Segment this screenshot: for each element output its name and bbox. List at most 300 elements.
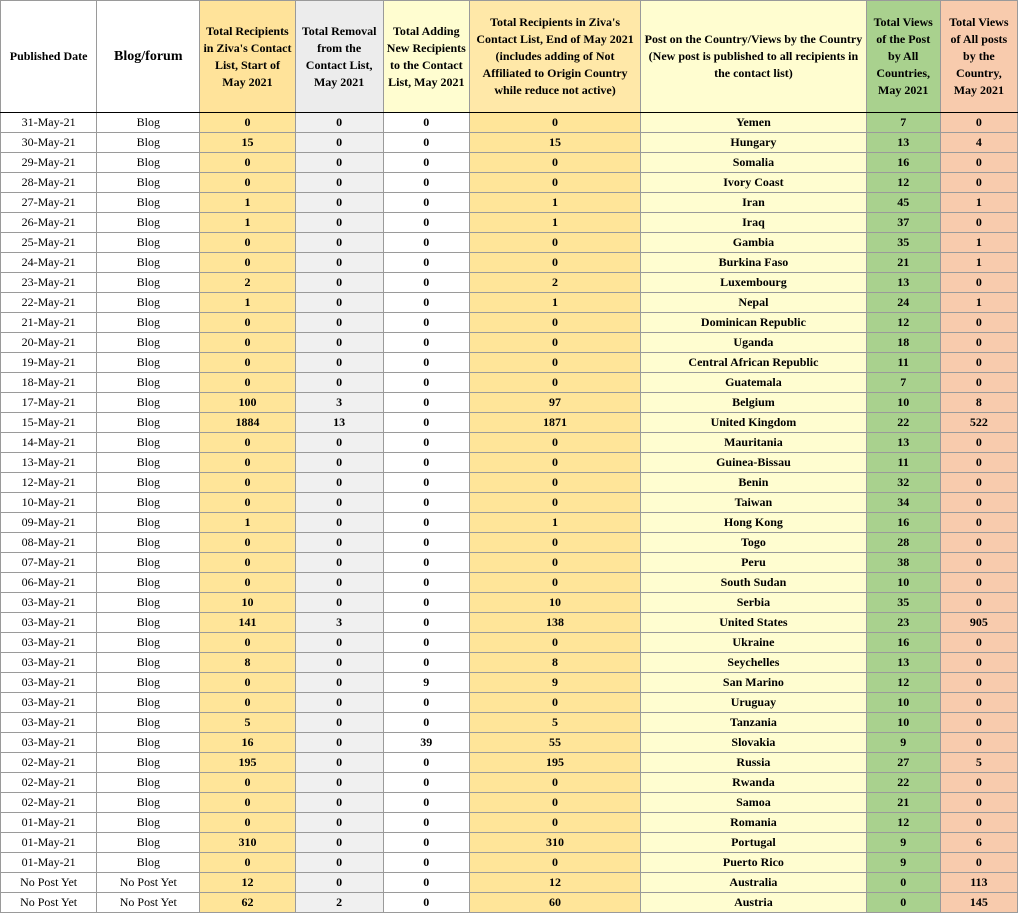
cell-views-all[interactable]: 0 [940,693,1017,713]
cell-total-adding[interactable]: 39 [383,733,469,753]
cell-views-post[interactable]: 12 [866,173,940,193]
cell-total-removal[interactable]: 0 [295,573,383,593]
cell-total-removal[interactable]: 0 [295,753,383,773]
cell-blog-forum[interactable]: Blog [97,773,200,793]
cell-total-end[interactable]: 1871 [469,413,640,433]
cell-views-all[interactable]: 0 [940,493,1017,513]
cell-views-post[interactable]: 13 [866,653,940,673]
cell-total-end[interactable]: 0 [469,153,640,173]
cell-views-post[interactable]: 9 [866,833,940,853]
cell-published-date[interactable]: 31-May-21 [1,113,97,133]
cell-total-adding[interactable]: 0 [383,793,469,813]
cell-views-all[interactable]: 0 [940,113,1017,133]
cell-blog-forum[interactable]: Blog [97,133,200,153]
cell-views-post[interactable]: 9 [866,853,940,873]
cell-blog-forum[interactable]: Blog [97,853,200,873]
cell-blog-forum[interactable]: Blog [97,713,200,733]
cell-views-post[interactable]: 13 [866,273,940,293]
cell-total-start[interactable]: 16 [200,733,295,753]
cell-views-all[interactable]: 0 [940,273,1017,293]
cell-total-removal[interactable]: 0 [295,373,383,393]
cell-total-adding[interactable]: 0 [383,193,469,213]
cell-total-end[interactable]: 10 [469,593,640,613]
cell-views-post[interactable]: 0 [866,893,940,913]
cell-total-adding[interactable]: 0 [383,833,469,853]
cell-views-all[interactable]: 1 [940,193,1017,213]
cell-total-adding[interactable]: 0 [383,453,469,473]
cell-country[interactable]: South Sudan [641,573,866,593]
cell-total-start[interactable]: 2 [200,273,295,293]
cell-blog-forum[interactable]: No Post Yet [97,873,200,893]
cell-published-date[interactable]: 03-May-21 [1,633,97,653]
cell-total-adding[interactable]: 0 [383,393,469,413]
cell-blog-forum[interactable]: Blog [97,213,200,233]
cell-total-start[interactable]: 0 [200,813,295,833]
cell-total-end[interactable]: 97 [469,393,640,413]
cell-total-adding[interactable]: 0 [383,773,469,793]
cell-total-removal[interactable]: 0 [295,213,383,233]
cell-views-all[interactable]: 113 [940,873,1017,893]
cell-blog-forum[interactable]: Blog [97,173,200,193]
cell-total-start[interactable]: 8 [200,653,295,673]
cell-published-date[interactable]: 01-May-21 [1,813,97,833]
cell-total-adding[interactable]: 0 [383,753,469,773]
cell-views-all[interactable]: 0 [940,353,1017,373]
cell-total-start[interactable]: 15 [200,133,295,153]
cell-total-adding[interactable]: 0 [383,653,469,673]
cell-views-all[interactable]: 0 [940,593,1017,613]
cell-total-adding[interactable]: 9 [383,673,469,693]
cell-total-adding[interactable]: 0 [383,333,469,353]
cell-views-post[interactable]: 10 [866,693,940,713]
cell-views-post[interactable]: 0 [866,873,940,893]
cell-country[interactable]: Romania [641,813,866,833]
cell-total-removal[interactable]: 0 [295,193,383,213]
cell-views-post[interactable]: 11 [866,453,940,473]
cell-total-adding[interactable]: 0 [383,893,469,913]
cell-blog-forum[interactable]: Blog [97,573,200,593]
cell-blog-forum[interactable]: Blog [97,733,200,753]
cell-country[interactable]: Gambia [641,233,866,253]
cell-blog-forum[interactable]: Blog [97,113,200,133]
cell-views-all[interactable]: 0 [940,333,1017,353]
cell-country[interactable]: Peru [641,553,866,573]
cell-total-end[interactable]: 0 [469,813,640,833]
cell-total-end[interactable]: 1 [469,213,640,233]
cell-published-date[interactable]: 03-May-21 [1,693,97,713]
cell-total-end[interactable]: 0 [469,233,640,253]
cell-views-post[interactable]: 16 [866,633,940,653]
cell-total-end[interactable]: 55 [469,733,640,753]
cell-total-removal[interactable]: 0 [295,713,383,733]
cell-total-start[interactable]: 0 [200,573,295,593]
cell-total-removal[interactable]: 0 [295,673,383,693]
cell-total-end[interactable]: 0 [469,773,640,793]
cell-views-post[interactable]: 16 [866,153,940,173]
cell-total-start[interactable]: 0 [200,173,295,193]
cell-blog-forum[interactable]: Blog [97,473,200,493]
cell-published-date[interactable]: 02-May-21 [1,773,97,793]
cell-total-removal[interactable]: 0 [295,233,383,253]
cell-total-removal[interactable]: 0 [295,693,383,713]
cell-total-start[interactable]: 0 [200,853,295,873]
cell-total-start[interactable]: 310 [200,833,295,853]
cell-total-removal[interactable]: 0 [295,353,383,373]
cell-total-removal[interactable]: 0 [295,313,383,333]
cell-total-removal[interactable]: 0 [295,473,383,493]
cell-views-post[interactable]: 10 [866,393,940,413]
cell-published-date[interactable]: 28-May-21 [1,173,97,193]
cell-total-start[interactable]: 0 [200,553,295,573]
cell-total-start[interactable]: 10 [200,593,295,613]
cell-published-date[interactable]: 20-May-21 [1,333,97,353]
cell-views-post[interactable]: 21 [866,253,940,273]
cell-published-date[interactable]: 17-May-21 [1,393,97,413]
cell-country[interactable]: Tanzania [641,713,866,733]
cell-total-adding[interactable]: 0 [383,253,469,273]
cell-total-end[interactable]: 0 [469,693,640,713]
cell-total-adding[interactable]: 0 [383,353,469,373]
cell-total-start[interactable]: 0 [200,773,295,793]
cell-country[interactable]: San Marino [641,673,866,693]
cell-total-end[interactable]: 1 [469,193,640,213]
cell-total-end[interactable]: 0 [469,253,640,273]
cell-views-post[interactable]: 13 [866,433,940,453]
cell-published-date[interactable]: 25-May-21 [1,233,97,253]
cell-country[interactable]: Guatemala [641,373,866,393]
cell-total-end[interactable]: 9 [469,673,640,693]
cell-views-post[interactable]: 10 [866,713,940,733]
cell-country[interactable]: Uruguay [641,693,866,713]
cell-country[interactable]: Somalia [641,153,866,173]
cell-published-date[interactable]: 08-May-21 [1,533,97,553]
cell-total-start[interactable]: 0 [200,793,295,813]
cell-total-end[interactable]: 0 [469,453,640,473]
cell-country[interactable]: Mauritania [641,433,866,453]
cell-total-end[interactable]: 0 [469,333,640,353]
cell-blog-forum[interactable]: Blog [97,553,200,573]
cell-views-all[interactable]: 0 [940,773,1017,793]
cell-blog-forum[interactable]: Blog [97,653,200,673]
cell-blog-forum[interactable]: Blog [97,293,200,313]
cell-total-removal[interactable]: 0 [295,333,383,353]
cell-views-all[interactable]: 1 [940,253,1017,273]
cell-blog-forum[interactable]: Blog [97,273,200,293]
cell-total-adding[interactable]: 0 [383,133,469,153]
cell-total-removal[interactable]: 0 [295,813,383,833]
cell-total-start[interactable]: 12 [200,873,295,893]
cell-total-adding[interactable]: 0 [383,713,469,733]
cell-total-end[interactable]: 138 [469,613,640,633]
cell-total-start[interactable]: 0 [200,313,295,333]
cell-blog-forum[interactable]: Blog [97,453,200,473]
cell-views-all[interactable]: 0 [940,573,1017,593]
cell-views-all[interactable]: 1 [940,293,1017,313]
cell-blog-forum[interactable]: Blog [97,373,200,393]
cell-total-adding[interactable]: 0 [383,853,469,873]
cell-total-start[interactable]: 1 [200,213,295,233]
cell-total-start[interactable]: 0 [200,633,295,653]
cell-published-date[interactable]: 24-May-21 [1,253,97,273]
cell-views-all[interactable]: 0 [940,533,1017,553]
cell-blog-forum[interactable]: Blog [97,833,200,853]
cell-country[interactable]: Serbia [641,593,866,613]
cell-views-all[interactable]: 0 [940,553,1017,573]
cell-views-post[interactable]: 22 [866,773,940,793]
cell-views-all[interactable]: 0 [940,853,1017,873]
cell-total-start[interactable]: 0 [200,353,295,373]
cell-blog-forum[interactable]: Blog [97,533,200,553]
cell-total-end[interactable]: 8 [469,653,640,673]
cell-total-removal[interactable]: 3 [295,393,383,413]
cell-total-removal[interactable]: 0 [295,633,383,653]
cell-total-end[interactable]: 0 [469,373,640,393]
cell-published-date[interactable]: 19-May-21 [1,353,97,373]
cell-views-post[interactable]: 16 [866,513,940,533]
cell-total-start[interactable]: 0 [200,153,295,173]
cell-total-removal[interactable]: 0 [295,853,383,873]
cell-published-date[interactable]: No Post Yet [1,893,97,913]
cell-total-adding[interactable]: 0 [383,573,469,593]
cell-published-date[interactable]: 09-May-21 [1,513,97,533]
cell-views-all[interactable]: 0 [940,213,1017,233]
cell-views-post[interactable]: 11 [866,353,940,373]
cell-country[interactable]: Belgium [641,393,866,413]
cell-country[interactable]: Togo [641,533,866,553]
cell-total-adding[interactable]: 0 [383,493,469,513]
cell-total-removal[interactable]: 0 [295,113,383,133]
cell-total-start[interactable]: 0 [200,233,295,253]
cell-total-start[interactable]: 100 [200,393,295,413]
cell-total-adding[interactable]: 0 [383,293,469,313]
cell-total-start[interactable]: 62 [200,893,295,913]
cell-total-start[interactable]: 0 [200,493,295,513]
cell-views-post[interactable]: 7 [866,113,940,133]
cell-views-all[interactable]: 0 [940,633,1017,653]
cell-views-all[interactable]: 0 [940,173,1017,193]
cell-country[interactable]: United States [641,613,866,633]
cell-country[interactable]: Luxembourg [641,273,866,293]
cell-blog-forum[interactable]: Blog [97,633,200,653]
cell-total-end[interactable]: 1 [469,513,640,533]
cell-total-start[interactable]: 0 [200,373,295,393]
cell-total-start[interactable]: 0 [200,433,295,453]
cell-total-end[interactable]: 0 [469,553,640,573]
cell-published-date[interactable]: 15-May-21 [1,413,97,433]
cell-views-all[interactable]: 0 [940,733,1017,753]
cell-total-start[interactable]: 0 [200,333,295,353]
cell-total-adding[interactable]: 0 [383,413,469,433]
cell-total-end[interactable]: 60 [469,893,640,913]
cell-total-start[interactable]: 1 [200,193,295,213]
cell-total-start[interactable]: 1 [200,293,295,313]
cell-views-all[interactable]: 905 [940,613,1017,633]
cell-country[interactable]: Ukraine [641,633,866,653]
cell-total-removal[interactable]: 0 [295,833,383,853]
cell-total-adding[interactable]: 0 [383,533,469,553]
cell-views-all[interactable]: 8 [940,393,1017,413]
cell-views-all[interactable]: 0 [940,313,1017,333]
cell-published-date[interactable]: 01-May-21 [1,853,97,873]
cell-country[interactable]: Slovakia [641,733,866,753]
cell-total-end[interactable]: 0 [469,573,640,593]
cell-blog-forum[interactable]: Blog [97,233,200,253]
cell-total-end[interactable]: 12 [469,873,640,893]
cell-total-end[interactable]: 0 [469,433,640,453]
cell-total-adding[interactable]: 0 [383,173,469,193]
cell-views-post[interactable]: 24 [866,293,940,313]
cell-blog-forum[interactable]: Blog [97,673,200,693]
cell-total-adding[interactable]: 0 [383,313,469,333]
header-views-all[interactable]: Total Views of All posts by the Country, May 2021 [940,1,1017,113]
cell-total-end[interactable]: 5 [469,713,640,733]
cell-published-date[interactable]: 22-May-21 [1,293,97,313]
cell-total-adding[interactable]: 0 [383,613,469,633]
cell-views-post[interactable]: 21 [866,793,940,813]
cell-views-all[interactable]: 1 [940,233,1017,253]
cell-published-date[interactable]: 12-May-21 [1,473,97,493]
cell-total-removal[interactable]: 0 [295,593,383,613]
cell-country[interactable]: United Kingdom [641,413,866,433]
cell-views-all[interactable]: 0 [940,673,1017,693]
cell-views-post[interactable]: 35 [866,593,940,613]
cell-total-removal[interactable]: 0 [295,533,383,553]
cell-total-start[interactable]: 0 [200,253,295,273]
cell-blog-forum[interactable]: Blog [97,793,200,813]
cell-views-post[interactable]: 38 [866,553,940,573]
cell-blog-forum[interactable]: Blog [97,333,200,353]
cell-total-start[interactable]: 0 [200,693,295,713]
cell-total-removal[interactable]: 0 [295,793,383,813]
cell-total-start[interactable]: 0 [200,673,295,693]
cell-total-end[interactable]: 1 [469,293,640,313]
cell-total-removal[interactable]: 0 [295,493,383,513]
cell-total-end[interactable]: 0 [469,353,640,373]
cell-blog-forum[interactable]: Blog [97,513,200,533]
cell-views-all[interactable]: 6 [940,833,1017,853]
cell-country[interactable]: Central African Republic [641,353,866,373]
cell-country[interactable]: Hong Kong [641,513,866,533]
cell-country[interactable]: Seychelles [641,653,866,673]
header-total-adding[interactable]: Total Adding New Recipients to the Contact List, May 2021 [383,1,469,113]
cell-blog-forum[interactable]: Blog [97,593,200,613]
cell-country[interactable]: Iraq [641,213,866,233]
cell-blog-forum[interactable]: Blog [97,693,200,713]
cell-views-all[interactable]: 145 [940,893,1017,913]
cell-views-all[interactable]: 0 [940,453,1017,473]
cell-total-removal[interactable]: 0 [295,173,383,193]
cell-total-adding[interactable]: 0 [383,553,469,573]
cell-total-end[interactable]: 310 [469,833,640,853]
cell-blog-forum[interactable]: Blog [97,433,200,453]
cell-total-removal[interactable]: 0 [295,773,383,793]
cell-total-start[interactable]: 5 [200,713,295,733]
cell-total-removal[interactable]: 0 [295,733,383,753]
cell-published-date[interactable]: 30-May-21 [1,133,97,153]
cell-views-post[interactable]: 12 [866,313,940,333]
cell-country[interactable]: Benin [641,473,866,493]
cell-total-adding[interactable]: 0 [383,513,469,533]
cell-published-date[interactable]: 23-May-21 [1,273,97,293]
cell-country[interactable]: Ivory Coast [641,173,866,193]
cell-total-removal[interactable]: 0 [295,553,383,573]
cell-total-end[interactable]: 15 [469,133,640,153]
cell-published-date[interactable]: 21-May-21 [1,313,97,333]
cell-total-adding[interactable]: 0 [383,273,469,293]
cell-published-date[interactable]: 14-May-21 [1,433,97,453]
cell-country[interactable]: Dominican Republic [641,313,866,333]
cell-total-adding[interactable]: 0 [383,113,469,133]
cell-views-all[interactable]: 0 [940,713,1017,733]
cell-blog-forum[interactable]: Blog [97,253,200,273]
cell-total-adding[interactable]: 0 [383,593,469,613]
cell-views-post[interactable]: 12 [866,813,940,833]
cell-country[interactable]: Taiwan [641,493,866,513]
cell-country[interactable]: Rwanda [641,773,866,793]
cell-total-adding[interactable]: 0 [383,233,469,253]
cell-total-removal[interactable]: 0 [295,873,383,893]
cell-total-adding[interactable]: 0 [383,693,469,713]
cell-blog-forum[interactable]: Blog [97,353,200,373]
cell-published-date[interactable]: 03-May-21 [1,653,97,673]
cell-blog-forum[interactable]: Blog [97,753,200,773]
cell-total-adding[interactable]: 0 [383,213,469,233]
cell-total-adding[interactable]: 0 [383,153,469,173]
cell-total-removal[interactable]: 0 [295,293,383,313]
cell-total-end[interactable]: 0 [469,853,640,873]
cell-country[interactable]: Guinea-Bissau [641,453,866,473]
cell-total-end[interactable]: 0 [469,493,640,513]
cell-total-end[interactable]: 0 [469,113,640,133]
cell-views-all[interactable]: 0 [940,373,1017,393]
cell-total-start[interactable]: 0 [200,453,295,473]
header-post-country[interactable]: Post on the Country/Views by the Country (New post is published to all recipients in the contact list) [641,1,866,113]
cell-published-date[interactable]: No Post Yet [1,873,97,893]
cell-blog-forum[interactable]: Blog [97,153,200,173]
header-total-removal[interactable]: Total Removal from the Contact List, May 2021 [295,1,383,113]
header-blog-forum[interactable]: Blog/forum [97,1,200,113]
cell-country[interactable]: Yemen [641,113,866,133]
cell-published-date[interactable]: 26-May-21 [1,213,97,233]
cell-total-removal[interactable]: 0 [295,153,383,173]
header-published-date[interactable]: Published Date [1,1,97,113]
cell-views-post[interactable]: 45 [866,193,940,213]
cell-views-post[interactable]: 32 [866,473,940,493]
cell-total-start[interactable]: 0 [200,533,295,553]
cell-published-date[interactable]: 03-May-21 [1,673,97,693]
cell-views-all[interactable]: 0 [940,653,1017,673]
cell-published-date[interactable]: 29-May-21 [1,153,97,173]
cell-country[interactable]: Samoa [641,793,866,813]
cell-published-date[interactable]: 10-May-21 [1,493,97,513]
cell-total-end[interactable]: 2 [469,273,640,293]
cell-country[interactable]: Russia [641,753,866,773]
cell-views-post[interactable]: 18 [866,333,940,353]
cell-total-end[interactable]: 0 [469,633,640,653]
cell-blog-forum[interactable]: Blog [97,313,200,333]
header-total-end[interactable]: Total Recipients in Ziva's Contact List, End of May 2021 (includes adding of Not Affiliated to Origin Country while reduce not active) [469,1,640,113]
cell-published-date[interactable]: 01-May-21 [1,833,97,853]
cell-blog-forum[interactable]: No Post Yet [97,893,200,913]
cell-views-post[interactable]: 7 [866,373,940,393]
cell-total-removal[interactable]: 0 [295,253,383,273]
cell-blog-forum[interactable]: Blog [97,193,200,213]
cell-total-start[interactable]: 1 [200,513,295,533]
cell-blog-forum[interactable]: Blog [97,393,200,413]
cell-views-post[interactable]: 9 [866,733,940,753]
cell-views-post[interactable]: 23 [866,613,940,633]
cell-total-removal[interactable]: 3 [295,613,383,633]
